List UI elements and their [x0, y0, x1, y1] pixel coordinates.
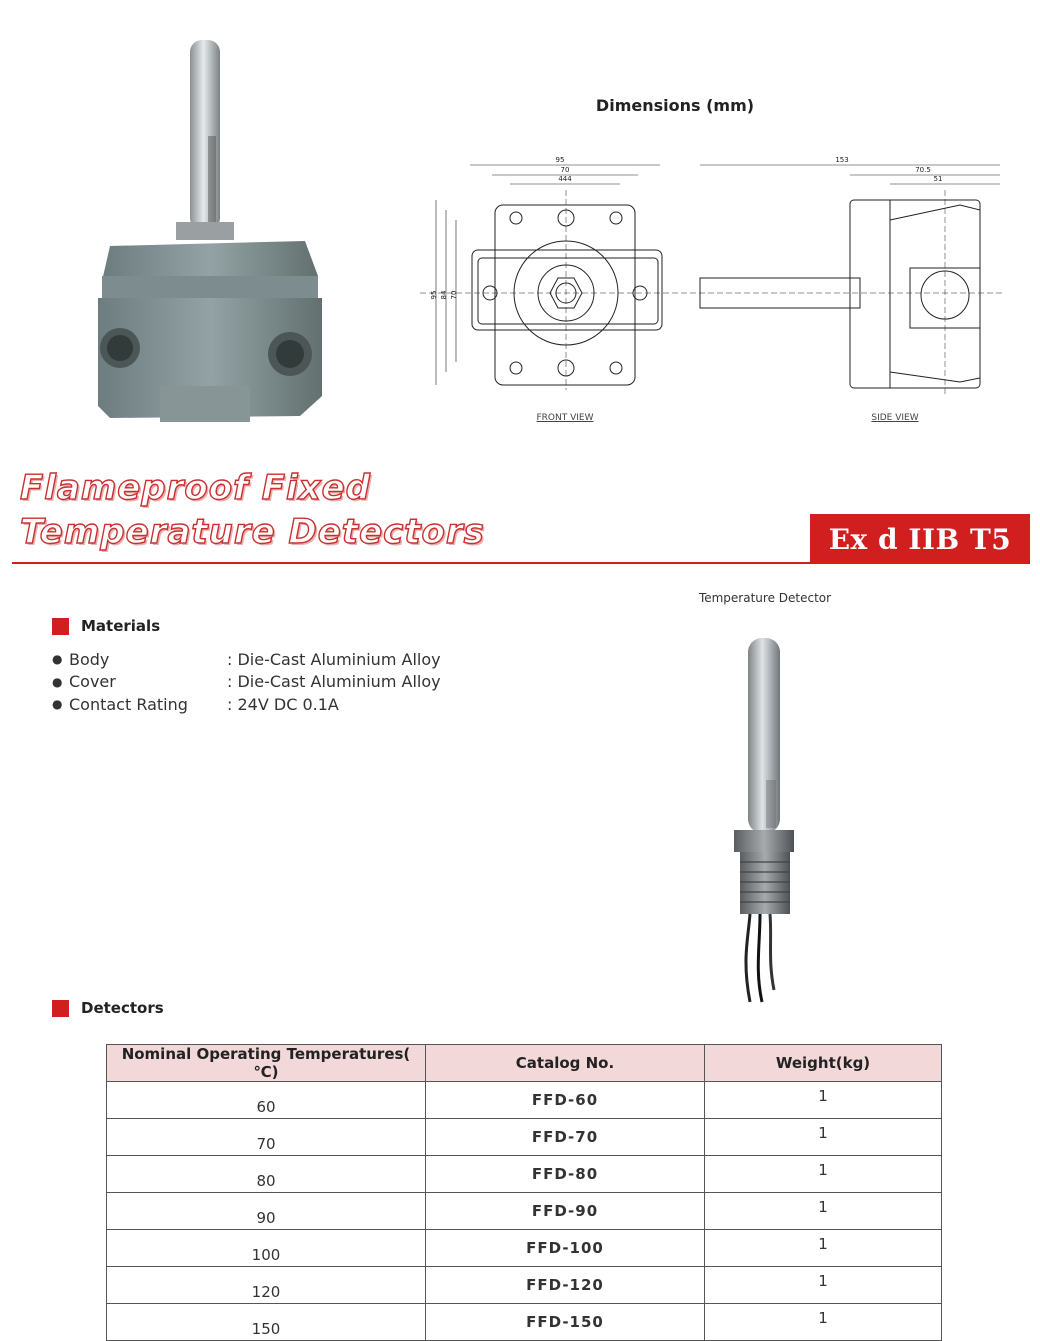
front-dim-height-mid: 84: [440, 290, 448, 300]
material-label: Cover: [69, 672, 116, 692]
cell-weight: 1: [705, 1082, 942, 1119]
material-value: : Die-Cast Aluminium Alloy: [227, 672, 441, 692]
side-dim-length-inner: 51: [933, 175, 943, 183]
cell-weight: 1: [705, 1267, 942, 1304]
detectors-table: [106, 1044, 942, 1341]
bullet-icon: ●: [52, 697, 63, 712]
material-value: : Die-Cast Aluminium Alloy: [227, 649, 441, 669]
table-row: [107, 1193, 942, 1230]
cell-catalog: FFD-150: [426, 1304, 705, 1341]
materials-item: [52, 671, 441, 694]
title-line-2: Temperature Detectors: [20, 512, 485, 552]
dimension-drawing: [420, 150, 1020, 400]
side-dim-length-body: 70.5: [915, 166, 931, 174]
cell-temperature: 70: [107, 1119, 426, 1156]
front-dim-height-inner: 70: [450, 290, 458, 300]
cell-temperature: 80: [107, 1156, 426, 1193]
cell-weight: 1: [705, 1193, 942, 1230]
cell-temperature: 150: [107, 1304, 426, 1341]
col-header-catalog: Catalog No.: [426, 1045, 705, 1082]
table-row: [107, 1156, 942, 1193]
side-view-label: SIDE VIEW: [871, 413, 919, 423]
table-row: [107, 1267, 942, 1304]
front-dim-width-mid: 70: [560, 166, 570, 174]
materials-item: [52, 648, 441, 671]
material-value: : 24V DC 0.1A: [227, 694, 339, 714]
cell-catalog: FFD-70: [426, 1119, 705, 1156]
cell-catalog: FFD-90: [426, 1193, 705, 1230]
table-header-row: [107, 1045, 942, 1082]
detector-caption: Temperature Detector: [698, 591, 832, 605]
product-photo: [90, 36, 330, 428]
cell-weight: 1: [705, 1119, 942, 1156]
detectors-heading: [52, 999, 164, 1017]
cell-temperature: 60: [107, 1082, 426, 1119]
side-view-drawing: [690, 156, 1005, 395]
cell-catalog: FFD-80: [426, 1156, 705, 1193]
material-label: Contact Rating: [69, 694, 188, 714]
cell-weight: 1: [705, 1156, 942, 1193]
col-header-temperature: Nominal Operating Temperatures( ℃): [107, 1045, 426, 1082]
title-line-1: Flameproof Fixed: [20, 468, 371, 508]
front-dim-width-inner: 444: [558, 175, 572, 183]
cell-catalog: FFD-120: [426, 1267, 705, 1304]
materials-heading: [52, 617, 160, 635]
section-square-icon: [52, 618, 69, 635]
materials-heading-text: Materials: [81, 617, 161, 635]
materials-list: [52, 648, 441, 716]
bullet-icon: ●: [52, 674, 63, 689]
cell-temperature: 120: [107, 1267, 426, 1304]
table-row: [107, 1082, 942, 1119]
front-dim-width-overall: 95: [555, 156, 565, 164]
front-dim-height-overall: 95: [430, 290, 438, 300]
cell-catalog: FFD-60: [426, 1082, 705, 1119]
cell-catalog: FFD-100: [426, 1230, 705, 1267]
cell-weight: 1: [705, 1304, 942, 1341]
rating-badge: Ex d IIB T5: [810, 514, 1030, 564]
front-view-drawing: [420, 156, 690, 390]
bullet-icon: ●: [52, 652, 63, 667]
cell-temperature: 90: [107, 1193, 426, 1230]
section-square-icon: [52, 1000, 69, 1017]
side-dim-length-overall: 153: [835, 156, 849, 164]
title-divider: [12, 562, 1030, 564]
dimensions-title: Dimensions (mm): [595, 96, 755, 115]
material-label: Body: [69, 649, 110, 669]
front-view-label: FRONT VIEW: [536, 413, 594, 423]
materials-item: [52, 693, 441, 716]
table-row: [107, 1304, 942, 1341]
cell-weight: 1: [705, 1230, 942, 1267]
table-row: [107, 1119, 942, 1156]
detector-photo: [720, 630, 840, 1005]
table-row: [107, 1230, 942, 1267]
col-header-weight: Weight(kg): [705, 1045, 942, 1082]
detectors-heading-text: Detectors: [81, 999, 164, 1017]
cell-temperature: 100: [107, 1230, 426, 1267]
